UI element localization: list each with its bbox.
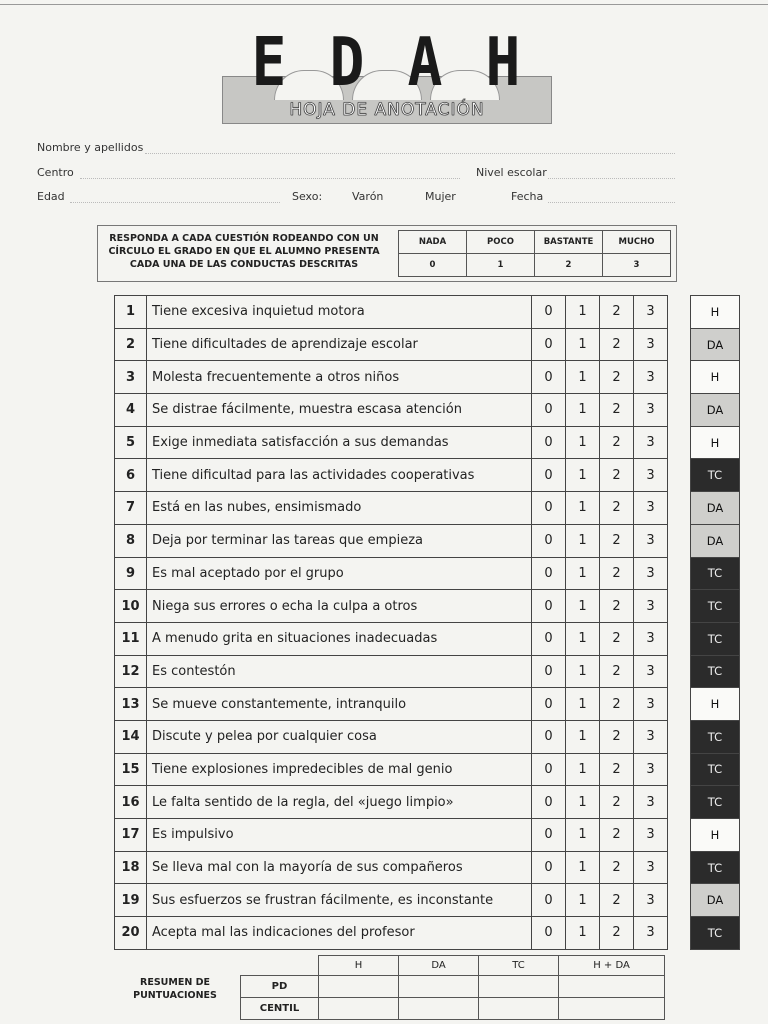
rating-option[interactable]: 0 xyxy=(532,655,566,688)
summary-cell[interactable] xyxy=(399,976,479,998)
category-code: DA xyxy=(691,328,740,361)
code-row xyxy=(691,819,740,852)
rating-option[interactable]: 3 xyxy=(634,819,668,852)
rating-option[interactable]: 3 xyxy=(634,296,668,329)
rating-option[interactable]: 0 xyxy=(532,426,566,459)
item-number: 14 xyxy=(115,720,147,753)
logo-letter-a: A xyxy=(407,22,443,102)
summary-col-da: DA xyxy=(399,956,479,976)
rating-option[interactable]: 2 xyxy=(600,459,634,492)
center-label: Centro xyxy=(37,166,74,179)
category-code: DA xyxy=(691,524,740,557)
rating-option[interactable]: 1 xyxy=(566,786,600,819)
item-number: 20 xyxy=(115,917,147,950)
item-number: 11 xyxy=(115,622,147,655)
item-text: Se distrae fácilmente, muestra escasa atención xyxy=(147,394,532,427)
rating-option[interactable]: 3 xyxy=(634,492,668,525)
rating-option[interactable]: 0 xyxy=(532,819,566,852)
rating-option[interactable]: 2 xyxy=(600,884,634,917)
item-number: 17 xyxy=(115,819,147,852)
item-row xyxy=(115,426,668,459)
item-text: Está en las nubes, ensimismado xyxy=(147,492,532,525)
code-row xyxy=(691,720,740,753)
item-text: Es impulsivo xyxy=(147,819,532,852)
rating-option[interactable]: 0 xyxy=(532,786,566,819)
code-row xyxy=(691,328,740,361)
rating-option[interactable]: 3 xyxy=(634,688,668,721)
scale-label: MUCHO xyxy=(603,231,671,254)
item-row xyxy=(115,296,668,329)
code-row xyxy=(691,459,740,492)
item-text: A menudo grita en situaciones inadecuadas xyxy=(147,622,532,655)
item-row xyxy=(115,622,668,655)
item-number: 1 xyxy=(115,296,147,329)
code-row xyxy=(691,590,740,623)
rating-option[interactable]: 3 xyxy=(634,328,668,361)
code-row xyxy=(691,524,740,557)
female-option[interactable]: Mujer xyxy=(425,190,456,203)
item-number: 6 xyxy=(115,459,147,492)
summary-cell[interactable] xyxy=(479,998,559,1020)
item-text: Se mueve constantemente, intranquilo xyxy=(147,688,532,721)
name-label: Nombre y apellidos xyxy=(37,141,144,154)
rating-option[interactable]: 0 xyxy=(532,884,566,917)
rating-option[interactable]: 3 xyxy=(634,655,668,688)
logo-subtitle: HOJA DE ANOTACIÓN xyxy=(289,100,485,120)
item-row xyxy=(115,394,668,427)
rating-option[interactable]: 0 xyxy=(532,688,566,721)
rating-option[interactable]: 0 xyxy=(532,917,566,950)
item-number: 4 xyxy=(115,394,147,427)
summary-cell[interactable] xyxy=(559,998,665,1020)
sex-label: Sexo: xyxy=(292,190,323,203)
rating-option[interactable]: 3 xyxy=(634,459,668,492)
code-row xyxy=(691,917,740,950)
rating-option[interactable]: 1 xyxy=(566,851,600,884)
item-number: 9 xyxy=(115,557,147,590)
item-row xyxy=(115,720,668,753)
category-codes-table xyxy=(690,295,740,950)
rating-option[interactable]: 3 xyxy=(634,590,668,623)
item-row xyxy=(115,524,668,557)
item-text: Niega sus errores o echa la culpa a otros xyxy=(147,590,532,623)
rating-option[interactable]: 0 xyxy=(532,492,566,525)
level-label: Nivel escolar xyxy=(476,166,547,179)
rating-option[interactable]: 3 xyxy=(634,426,668,459)
item-row xyxy=(115,688,668,721)
rating-option[interactable]: 1 xyxy=(566,296,600,329)
rating-option[interactable]: 3 xyxy=(634,917,668,950)
rating-option[interactable]: 2 xyxy=(600,786,634,819)
instructions-text: RESPONDA A CADA CUESTIÓN RODEANDO CON UN CÍRCULO EL GRADO EN QUE EL ALUMNO PRESENTA CADA UNA DE LAS CONDUCTAS DESCRITAS xyxy=(108,233,380,270)
date-line[interactable] xyxy=(548,202,675,203)
rating-option[interactable]: 1 xyxy=(566,328,600,361)
rating-option[interactable]: 1 xyxy=(566,917,600,950)
rating-option[interactable]: 2 xyxy=(600,328,634,361)
code-row xyxy=(691,655,740,688)
item-text: Se lleva mal con la mayoría de sus compañeros xyxy=(147,851,532,884)
rating-option[interactable]: 2 xyxy=(600,524,634,557)
category-code: H xyxy=(691,688,740,721)
logo-letter-h: H xyxy=(485,22,521,102)
item-number: 15 xyxy=(115,753,147,786)
date-label: Fecha xyxy=(511,190,544,203)
item-text: Acepta mal las indicaciones del profesor xyxy=(147,917,532,950)
rating-option[interactable]: 3 xyxy=(634,557,668,590)
rating-option[interactable]: 0 xyxy=(532,590,566,623)
name-line[interactable] xyxy=(145,153,675,154)
rating-option[interactable]: 2 xyxy=(600,296,634,329)
rating-option[interactable]: 0 xyxy=(532,296,566,329)
rating-option[interactable]: 0 xyxy=(532,720,566,753)
summary-row-pd: PD xyxy=(241,976,319,998)
rating-option[interactable]: 2 xyxy=(600,917,634,950)
item-text: Le falta sentido de la regla, del «juego limpio» xyxy=(147,786,532,819)
center-line[interactable] xyxy=(80,178,460,179)
scale-value: 1 xyxy=(467,254,535,277)
category-code: TC xyxy=(691,622,740,655)
rating-option[interactable]: 1 xyxy=(566,622,600,655)
code-row xyxy=(691,622,740,655)
rating-option[interactable]: 1 xyxy=(566,361,600,394)
male-option[interactable]: Varón xyxy=(352,190,384,203)
rating-option[interactable]: 3 xyxy=(634,884,668,917)
item-text: Deja por terminar las tareas que empieza xyxy=(147,524,532,557)
code-row xyxy=(691,394,740,427)
item-number: 8 xyxy=(115,524,147,557)
rating-option[interactable]: 0 xyxy=(532,361,566,394)
item-number: 16 xyxy=(115,786,147,819)
item-number: 5 xyxy=(115,426,147,459)
code-row xyxy=(691,884,740,917)
rating-option[interactable]: 1 xyxy=(566,688,600,721)
item-number: 12 xyxy=(115,655,147,688)
summary-label: RESUMEN DE PUNTUACIONES xyxy=(133,977,217,1001)
rating-option[interactable]: 2 xyxy=(600,720,634,753)
summary-table xyxy=(240,955,665,1020)
rating-option[interactable]: 0 xyxy=(532,394,566,427)
category-code: H xyxy=(691,296,740,329)
category-code: TC xyxy=(691,655,740,688)
rating-option[interactable]: 1 xyxy=(566,492,600,525)
rating-option[interactable]: 2 xyxy=(600,557,634,590)
summary-cell[interactable] xyxy=(319,976,399,998)
item-number: 18 xyxy=(115,851,147,884)
summary-corner xyxy=(241,956,319,976)
rating-option[interactable]: 0 xyxy=(532,622,566,655)
rating-option[interactable]: 1 xyxy=(566,753,600,786)
code-row xyxy=(691,851,740,884)
items-table xyxy=(114,295,668,950)
rating-option[interactable]: 2 xyxy=(600,426,634,459)
category-code: TC xyxy=(691,720,740,753)
item-text: Sus esfuerzos se frustran fácilmente, es inconstante xyxy=(147,884,532,917)
category-code: TC xyxy=(691,590,740,623)
rating-option[interactable]: 2 xyxy=(600,361,634,394)
category-code: TC xyxy=(691,786,740,819)
category-code: TC xyxy=(691,851,740,884)
category-code: DA xyxy=(691,394,740,427)
scale-label: BASTANTE xyxy=(535,231,603,254)
item-row xyxy=(115,459,668,492)
summary-cell[interactable] xyxy=(319,998,399,1020)
category-code: TC xyxy=(691,917,740,950)
rating-option[interactable]: 1 xyxy=(566,819,600,852)
summary-row-centil: CENTIL xyxy=(241,998,319,1020)
item-row xyxy=(115,492,668,525)
item-text: Tiene explosiones impredecibles de mal genio xyxy=(147,753,532,786)
item-row xyxy=(115,917,668,950)
scale-value: 0 xyxy=(399,254,467,277)
item-text: Molesta frecuentemente a otros niños xyxy=(147,361,532,394)
summary-col-h: H xyxy=(319,956,399,976)
rating-option[interactable]: 3 xyxy=(634,394,668,427)
code-row xyxy=(691,361,740,394)
summary-cell[interactable] xyxy=(559,976,665,998)
rating-option[interactable]: 1 xyxy=(566,590,600,623)
item-text: Tiene dificultades de aprendizaje escolar xyxy=(147,328,532,361)
summary-cell[interactable] xyxy=(479,976,559,998)
scale-label: POCO xyxy=(467,231,535,254)
item-text: Exige inmediata satisfacción a sus demandas xyxy=(147,426,532,459)
item-number: 7 xyxy=(115,492,147,525)
summary-col-h-da: H + DA xyxy=(559,956,665,976)
logo-letter-e: E xyxy=(251,22,287,102)
rating-option[interactable]: 0 xyxy=(532,753,566,786)
item-row xyxy=(115,328,668,361)
rating-option[interactable]: 3 xyxy=(634,622,668,655)
item-row xyxy=(115,590,668,623)
rating-option[interactable]: 0 xyxy=(532,851,566,884)
category-code: TC xyxy=(691,753,740,786)
logo-letter-d: D xyxy=(329,22,365,102)
rating-option[interactable]: 0 xyxy=(532,459,566,492)
code-row xyxy=(691,557,740,590)
item-row xyxy=(115,819,668,852)
category-code: H xyxy=(691,361,740,394)
rating-option[interactable]: 2 xyxy=(600,622,634,655)
scale-value: 2 xyxy=(535,254,603,277)
scale-table xyxy=(398,230,671,277)
code-row xyxy=(691,688,740,721)
rating-option[interactable]: 2 xyxy=(600,492,634,525)
rating-option[interactable]: 1 xyxy=(566,394,600,427)
rating-option[interactable]: 2 xyxy=(600,819,634,852)
rating-option[interactable]: 2 xyxy=(600,753,634,786)
item-text: Es contestón xyxy=(147,655,532,688)
top-rule xyxy=(0,4,768,5)
scale-label: NADA xyxy=(399,231,467,254)
item-row xyxy=(115,786,668,819)
rating-option[interactable]: 0 xyxy=(532,328,566,361)
rating-option[interactable]: 3 xyxy=(634,753,668,786)
rating-option[interactable]: 2 xyxy=(600,394,634,427)
scale-value: 3 xyxy=(603,254,671,277)
category-code: DA xyxy=(691,492,740,525)
rating-option[interactable]: 3 xyxy=(634,786,668,819)
category-code: DA xyxy=(691,884,740,917)
summary-cell[interactable] xyxy=(399,998,479,1020)
age-line[interactable] xyxy=(70,202,280,203)
rating-option[interactable]: 0 xyxy=(532,524,566,557)
category-code: H xyxy=(691,819,740,852)
rating-option[interactable]: 3 xyxy=(634,720,668,753)
edah-logo xyxy=(222,22,552,124)
category-code: H xyxy=(691,426,740,459)
code-row xyxy=(691,753,740,786)
rating-option[interactable]: 3 xyxy=(634,851,668,884)
rating-option[interactable]: 1 xyxy=(566,426,600,459)
rating-option[interactable]: 2 xyxy=(600,688,634,721)
instructions-box xyxy=(97,225,677,282)
item-number: 10 xyxy=(115,590,147,623)
rating-option[interactable]: 2 xyxy=(600,851,634,884)
item-text: Es mal aceptado por el grupo xyxy=(147,557,532,590)
age-label: Edad xyxy=(37,190,65,203)
level-line[interactable] xyxy=(548,178,675,179)
summary-col-tc: TC xyxy=(479,956,559,976)
code-row xyxy=(691,296,740,329)
rating-option[interactable]: 2 xyxy=(600,655,634,688)
code-row xyxy=(691,492,740,525)
item-number: 2 xyxy=(115,328,147,361)
item-row xyxy=(115,851,668,884)
category-code: TC xyxy=(691,459,740,492)
item-number: 19 xyxy=(115,884,147,917)
item-text: Tiene dificultad para las actividades cooperativas xyxy=(147,459,532,492)
rating-option[interactable]: 1 xyxy=(566,459,600,492)
rating-option[interactable]: 2 xyxy=(600,590,634,623)
rating-option[interactable]: 1 xyxy=(566,655,600,688)
rating-option[interactable]: 1 xyxy=(566,557,600,590)
item-number: 13 xyxy=(115,688,147,721)
item-text: Discute y pelea por cualquier cosa xyxy=(147,720,532,753)
item-row xyxy=(115,753,668,786)
category-code: TC xyxy=(691,557,740,590)
rating-option[interactable]: 0 xyxy=(532,557,566,590)
code-row xyxy=(691,426,740,459)
code-row xyxy=(691,786,740,819)
item-text: Tiene excesiva inquietud motora xyxy=(147,296,532,329)
rating-option[interactable]: 1 xyxy=(566,524,600,557)
item-row xyxy=(115,655,668,688)
rating-option[interactable]: 1 xyxy=(566,720,600,753)
item-number: 3 xyxy=(115,361,147,394)
rating-option[interactable]: 1 xyxy=(566,884,600,917)
item-row xyxy=(115,557,668,590)
item-row xyxy=(115,884,668,917)
rating-option[interactable]: 3 xyxy=(634,361,668,394)
item-row xyxy=(115,361,668,394)
rating-option[interactable]: 3 xyxy=(634,524,668,557)
